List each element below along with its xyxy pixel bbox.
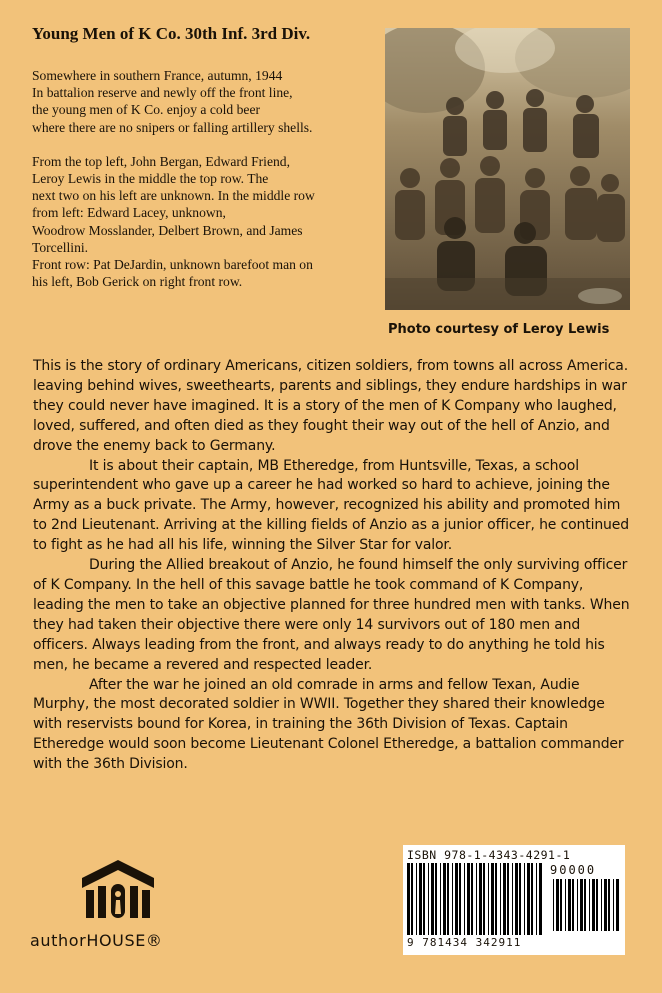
story-paragraph: This is the story of ordinary Americans, citizen soldiers, from towns all across America. leaving behind wives, sweethearts, parents and siblings, they endure hardships in war they could never have imagined. It is a story of the men of K Company who laughed, loved, suffered, and often died as they fought their way out of the hell of Anzio, and drove the enemy back to Germany. — [33, 358, 628, 454]
barcode-bar — [471, 863, 473, 935]
barcode-bar — [452, 863, 453, 935]
barcode-bar — [589, 879, 590, 931]
barcode-bar — [428, 863, 429, 935]
barcode-bar — [527, 863, 530, 935]
barcode-bar — [560, 879, 562, 931]
barcode-bar — [608, 879, 610, 931]
barcode-bar — [416, 863, 417, 935]
barcode-bar — [464, 863, 465, 935]
barcode-bar — [572, 879, 574, 931]
caption-line: his left, Bob Gerick on right front row. — [32, 274, 243, 290]
barcode-bar — [616, 879, 619, 931]
photo-caption — [32, 67, 377, 290]
barcode-bar — [577, 879, 578, 931]
barcode-bar — [500, 863, 501, 935]
caption-line: next two on his left are unknown. In the middle row — [32, 188, 315, 204]
barcode-bar — [431, 863, 434, 935]
barcode-bar — [491, 863, 494, 935]
barcode-bar — [411, 863, 413, 935]
isbn-label: ISBN 978-1-4343-4291-1 — [407, 848, 571, 862]
caption-line: Torcellini. — [32, 239, 89, 255]
photo-credit: Photo courtesy of Leroy Lewis — [388, 322, 610, 337]
caption-line: Woodrow Mosslander, Delbert Brown, and James — [32, 222, 303, 238]
barcode-bar — [467, 863, 470, 935]
barcode-bar — [592, 879, 595, 931]
barcode-bar — [459, 863, 461, 935]
caption-line: Front row: Pat DeJardin, unknown barefoot man on — [32, 257, 313, 273]
barcode-bar — [531, 863, 533, 935]
barcode-bar — [512, 863, 513, 935]
barcode-bar — [435, 863, 437, 935]
story-paragraph: After the war he joined an old comrade in arms and fellow Texan, Audie Murphy, the most decorated soldier in WWII. Together they shared their knowledge with reservists bound for Korea, in training the 36th Division of Texas. Captain Etheredge would soon become Lieutenant Colonel Etheredge, a battalion commander with the 36th Division. — [33, 676, 624, 773]
barcode-bar — [423, 863, 425, 935]
barcode-bar — [455, 863, 458, 935]
caption-line: where there are no snipers or falling artillery shells. — [32, 119, 313, 135]
publisher-logo — [30, 858, 200, 958]
story-text — [33, 357, 633, 775]
authorhouse-logo-icon — [78, 858, 158, 922]
barcode-bar — [524, 863, 525, 935]
barcode-bar — [584, 879, 586, 931]
soldiers-photo-image — [385, 28, 630, 310]
story-paragraph: During the Allied breakout of Anzio, he found himself the only surviving officer of K Company. In the hell of this savage battle he took command of K Company, leading the men to take an objective planned for three hundred men with tanks. When they had taken their objective there were only 14 survivors out of 180 men and officers. Always leading from the front, and always ready to do anything he told his men, he became a revered and respected leader. — [33, 557, 630, 673]
barcode-bar — [407, 863, 410, 935]
caption-line: Somewhere in southern France, autumn, 1944 — [32, 68, 283, 83]
barcode-bar — [479, 863, 482, 935]
caption-line: Leroy Lewis in the middle the top row. The — [32, 171, 269, 187]
barcode-bar — [515, 863, 518, 935]
price-code: 90000 — [550, 863, 597, 877]
barcode-bar — [483, 863, 485, 935]
barcode-bar — [580, 879, 583, 931]
page-title: Young Men of K Co. 30th Inf. 3rd Div. — [32, 24, 311, 43]
barcode-bar — [503, 863, 506, 935]
group-photo — [385, 28, 630, 310]
publisher-name: authorHOUSE® — [30, 931, 163, 950]
caption-line: In battalion reserve and newly off the front line, — [32, 85, 293, 101]
story-paragraph: It is about their captain, MB Etheredge, from Huntsville, Texas, a school superintendent who gave up a career he had worked so hard to achieve, joining the Army as a buck private. The Army, however, recognized his ability and promoted him to 2nd Lieutenant. Arriving at the killing fields of Anzio as a junior officer, he continued to fight as he had all his life, winning the Silver Star for valor. — [33, 457, 629, 554]
barcode-bar — [443, 863, 446, 935]
barcode-bar — [488, 863, 489, 935]
caption-spacer — [32, 136, 377, 153]
barcode-bar — [565, 879, 566, 931]
barcode-bar — [476, 863, 477, 935]
barcode-bar — [568, 879, 571, 931]
barcode-bar — [601, 879, 602, 931]
barcode-bar — [519, 863, 521, 935]
barcode-digits: 9 781434 342911 — [407, 936, 522, 949]
barcode-bar — [539, 863, 542, 935]
barcode-bar — [495, 863, 497, 935]
barcode-bar — [419, 863, 422, 935]
caption-line: from left: Edward Lacey, unknown, — [32, 205, 226, 221]
barcode-bars — [407, 863, 543, 935]
addon-barcode-bars — [553, 879, 619, 931]
barcode-bar — [447, 863, 449, 935]
barcode-bar — [507, 863, 509, 935]
isbn-barcode — [403, 845, 625, 955]
barcode-bar — [536, 863, 537, 935]
barcode-bar — [440, 863, 441, 935]
barcode-bar — [604, 879, 607, 931]
barcode-bar — [596, 879, 598, 931]
caption-line: From the top left, John Bergan, Edward Friend, — [32, 153, 290, 169]
barcode-bar — [556, 879, 559, 931]
barcode-bar — [553, 879, 554, 931]
caption-line: the young men of K Co. enjoy a cold beer — [32, 102, 261, 118]
barcode-bar — [613, 879, 614, 931]
